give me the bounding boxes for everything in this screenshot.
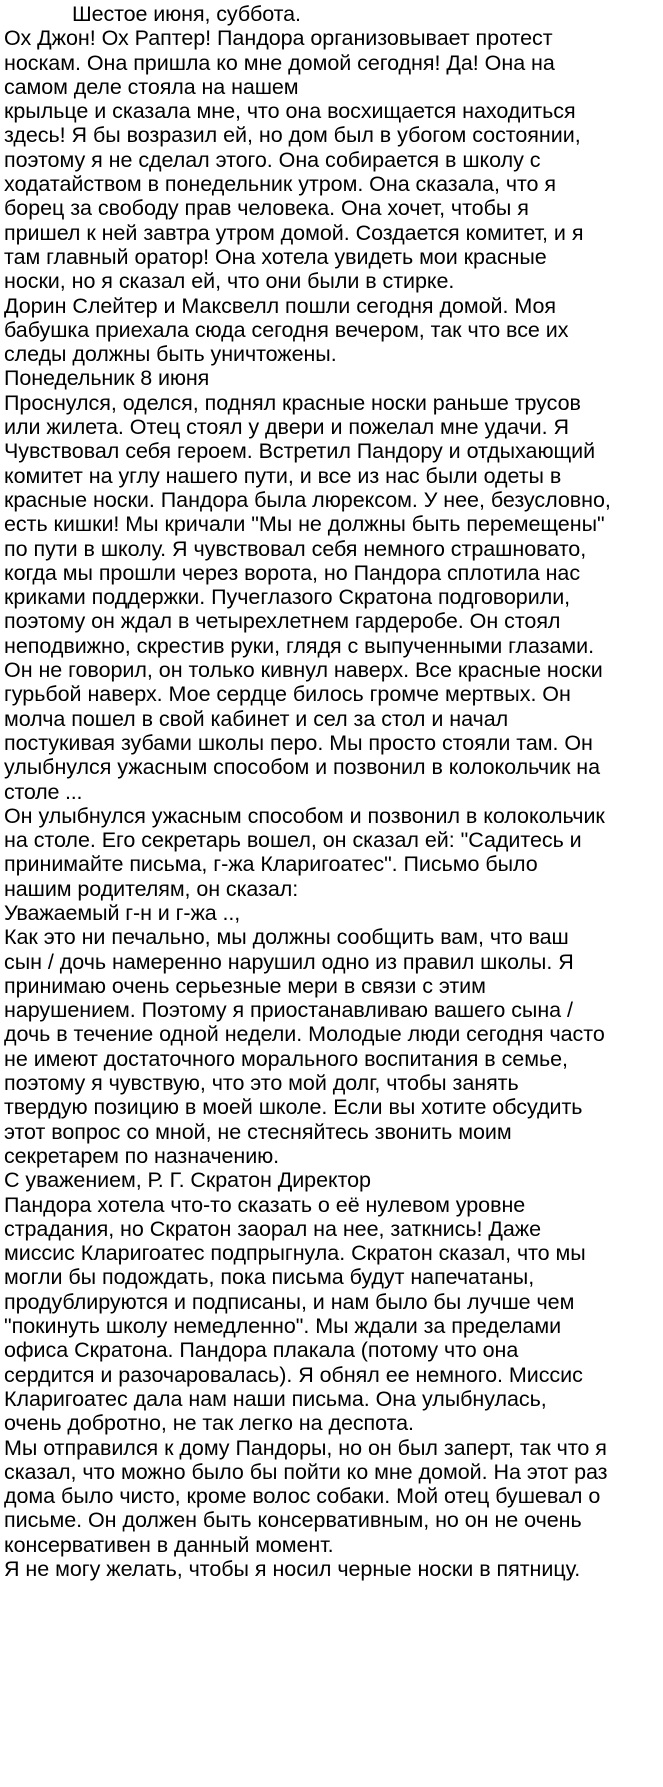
text-line: криками поддержки. Пучеглазого Скратона подговорили,: [4, 585, 571, 610]
text-line: твердую позицию в моей школе. Если вы хотите обсудить: [4, 1095, 583, 1120]
text-line: офиса Скратона. Пандора плакала (потому что она: [4, 1338, 519, 1363]
text-line: письме. Он должен быть консервативным, но он не очень: [4, 1508, 582, 1533]
text-line: Он улыбнулся ужасным способом и позвонил в колокольчик: [4, 803, 605, 828]
text-line: крыльце и сказала мне, что она восхищается находиться: [4, 99, 576, 124]
text-line: Понедельник 8 июня: [4, 366, 210, 391]
text-line: нарушением. Поэтому я приостанавливаю вашего сына /: [4, 998, 573, 1023]
text-line: молча пошел в свой кабинет и сел за стол и начал: [4, 706, 509, 731]
text-line: Чувствовал себя героем. Встретил Пандору и отдыхающий: [4, 439, 596, 464]
text-line: миссис Кларигоатес подпрыгнула. Скратон сказал, что мы: [4, 1241, 586, 1266]
text-line: этот вопрос со мной, не стесняйтесь звонить моим: [4, 1119, 512, 1144]
text-line: комитет на углу нашего пути, и все из нас были одеты в: [4, 463, 562, 488]
text-line: бабушка приехала сюда сегодня вечером, так что все их: [4, 317, 569, 342]
text-line: по пути в школу. Я чувствовал себя немного страшновато,: [4, 536, 587, 561]
text-line: когда мы прошли через ворота, но Пандора сплотила нас: [4, 560, 581, 585]
text-line: постукивая зубами школы перо. Мы просто стояли там. Он: [4, 730, 593, 755]
text-line: Дорин Слейтер и Максвелл пошли сегодня домой. Моя: [4, 293, 556, 318]
text-line: на столе. Его секретарь вошел, он сказал ей: "Садитесь и: [4, 828, 582, 853]
text-line: "покинуть школу немедленно". Мы ждали за пределами: [4, 1314, 562, 1339]
text-line: борец за свободу прав человека. Она хочет, чтобы я: [4, 196, 529, 221]
text-line: там главный оратор! Она хотела увидеть мои красные: [4, 244, 547, 269]
text-line: гурьбой наверх. Мое сердце билось громче мертвых. Он: [4, 682, 571, 707]
diary-date-heading: Шестое июня, суббота.: [72, 2, 301, 26]
text-line: продублируются и подписаны, и нам было бы лучше чем: [4, 1289, 575, 1314]
text-line: столе ...: [4, 779, 83, 804]
text-line: носкам. Она пришла ко мне домой сегодня! Да! Она на: [4, 50, 555, 75]
text-line: принимайте письма, г-жа Кларигоатес". Письмо было: [4, 852, 538, 877]
text-line: С уважением, Р. Г. Скратон Директор: [4, 1168, 371, 1193]
text-line: пришел к ней завтра утром домой. Создается комитет, и я: [4, 220, 584, 245]
text-line: сын / дочь намеренно нарушил одно из правил школы. Я: [4, 949, 574, 974]
document-text: [4, 2, 661, 1581]
text-line: очень добротно, не так легко на деспота.: [4, 1411, 414, 1436]
text-line: поэтому я не сделал этого. Она собирается в школу с: [4, 147, 541, 172]
text-line: Мы отправился к дому Пандоры, но он был заперт, так что я: [4, 1435, 607, 1460]
text-line: страдания, но Скратон заорал на нее, заткнись! Даже: [4, 1216, 542, 1241]
text-line: ходатайством в понедельник утром. Она сказала, что я: [4, 172, 557, 197]
text-line: красные носки. Пандора была люрексом. У нее, безусловно,: [4, 487, 611, 512]
text-line: дочь в течение одной недели. Молодые люди сегодня часто: [4, 1022, 605, 1047]
text-line: неподвижно, скрестив руки, глядя с выпученными глазами.: [4, 633, 595, 658]
text-line: дома было чисто, кроме волос собаки. Мой отец бушевал о: [4, 1484, 601, 1509]
text-line: Как это ни печально, мы должны сообщить вам, что ваш: [4, 925, 569, 950]
text-line: улыбнулся ужасным способом и позвонил в колокольчик на: [4, 755, 601, 780]
text-line: Проснулся, оделся, поднял красные носки раньше трусов: [4, 390, 581, 415]
text-line: могли бы подождать, пока письма будут напечатаны,: [4, 1265, 535, 1290]
text-line: самом деле стояла на нашем: [4, 74, 299, 99]
text-line: или жилета. Отец стоял у двери и пожелал мне удачи. Я: [4, 415, 569, 440]
text-line: сердится и разочаровалась). Я обнял ее немного. Миссис: [4, 1362, 583, 1387]
text-line: Ох Джон! Ох Раптер! Пандора организовывает протест: [4, 26, 553, 51]
text-line: Уважаемый г-н и г-жа ..,: [4, 900, 241, 925]
text-line: поэтому он ждал в четырехлетнем гардеробе. Он стоял: [4, 609, 561, 634]
text-line: нашим родителям, он сказал:: [4, 876, 299, 901]
text-line: здесь! Я бы возразил ей, но дом был в убогом состоянии,: [4, 123, 581, 148]
text-line: поэтому я чувствую, что это мой долг, чтобы занять: [4, 1071, 519, 1096]
text-line: следы должны быть уничтожены.: [4, 342, 337, 367]
text-line: секретарем по назначению.: [4, 1143, 280, 1168]
text-line: носки, но я сказал ей, что они были в стирке.: [4, 269, 455, 294]
document-body: [4, 26, 661, 1581]
text-line: консервативен в данный момент.: [4, 1532, 334, 1557]
text-line: Пандора хотела что-то сказать о её нулевом уровне: [4, 1192, 526, 1217]
text-line: сказал, что можно было бы пойти ко мне домой. На этот раз: [4, 1459, 608, 1484]
text-line: Я не могу желать, чтобы я носил черные носки в пятницу.: [4, 1557, 581, 1581]
text-line: Он не говорил, он только кивнул наверх. Все красные носки: [4, 658, 603, 683]
text-line: есть кишки! Мы кричали "Мы не должны быть перемещены": [4, 512, 605, 537]
text-line: не имеют достаточного морального воспитания в семье,: [4, 1046, 568, 1071]
text-line: Кларигоатес дала нам наши письма. Она улыбнулась,: [4, 1386, 547, 1411]
text-line: принимаю очень серьезные мери в связи с этим: [4, 973, 486, 998]
